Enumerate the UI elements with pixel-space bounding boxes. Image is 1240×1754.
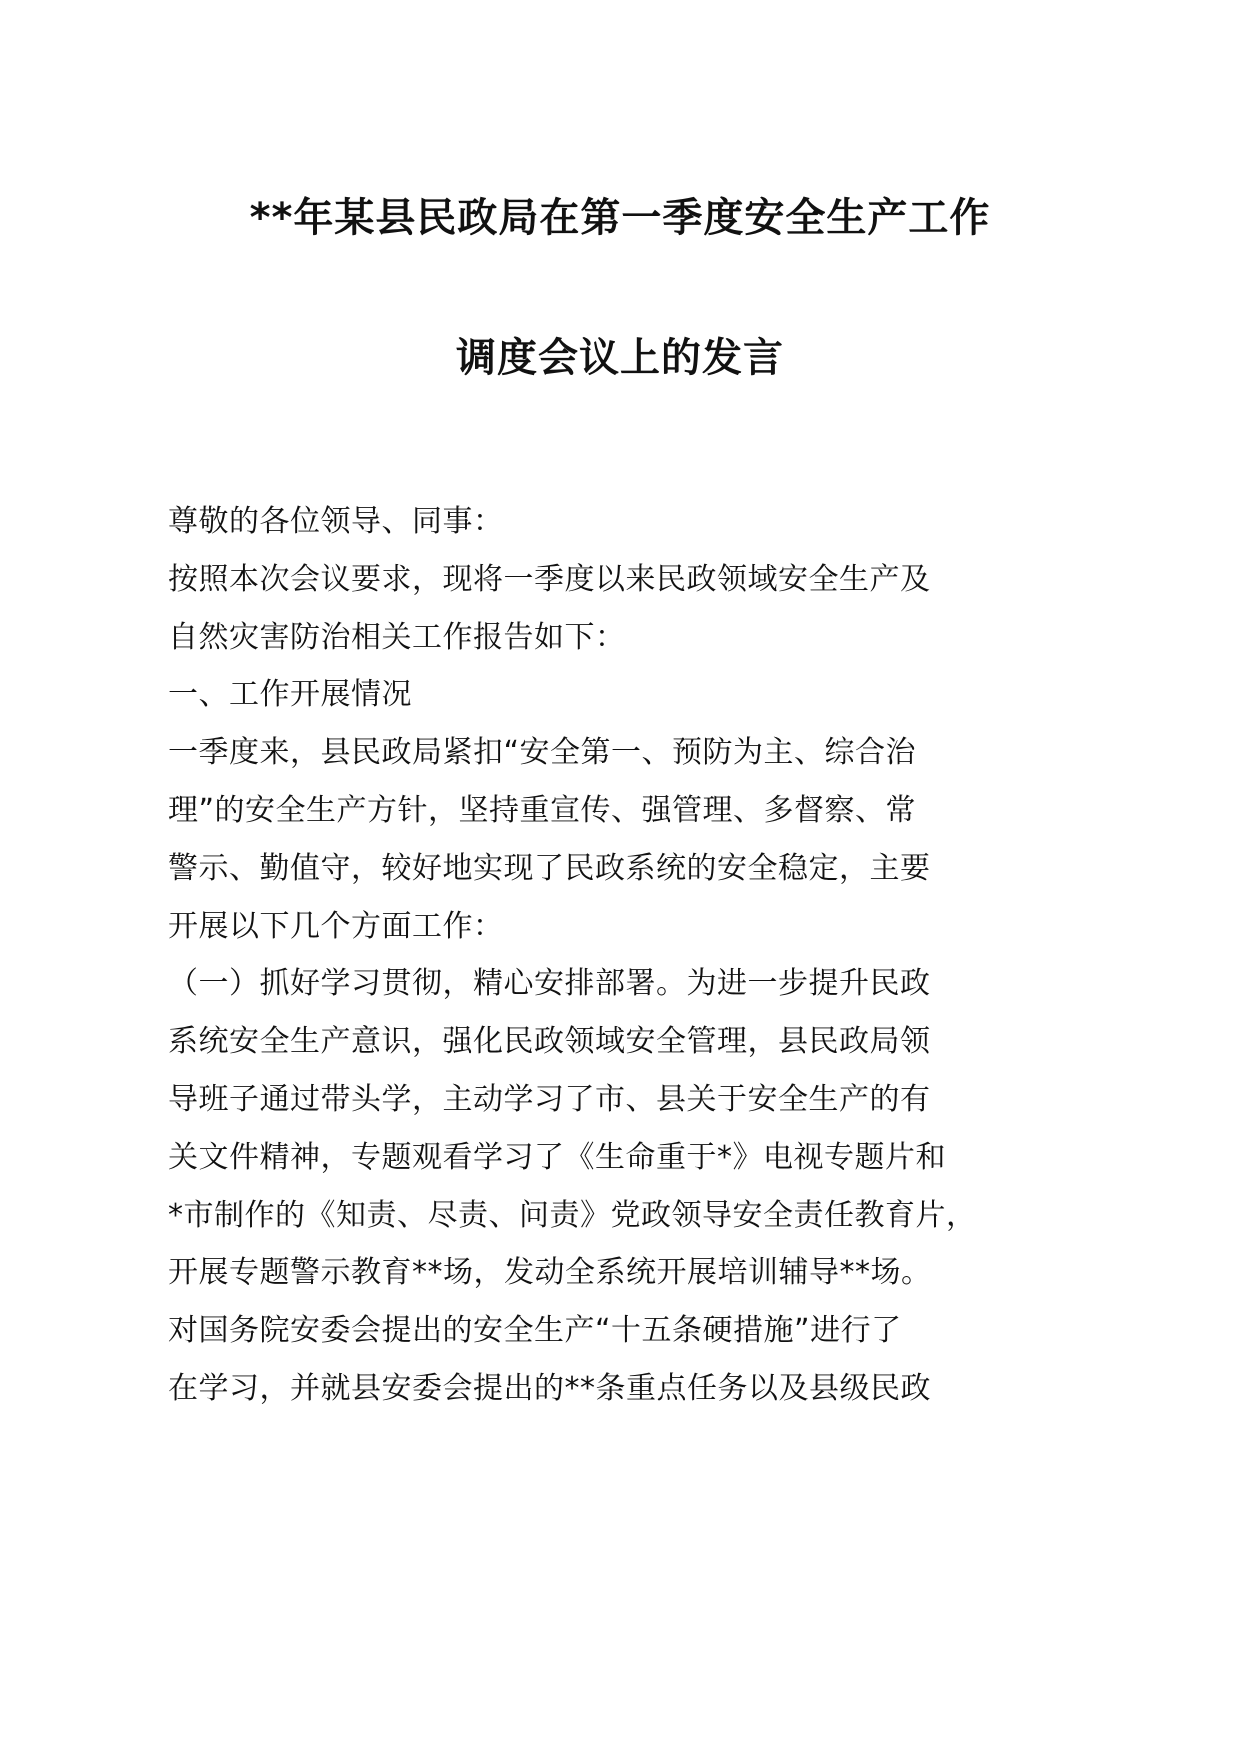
paragraph-line: 理”的安全生产方针，坚持重宣传、强管理、多督察、常 xyxy=(168,792,917,828)
paragraph-line: 导班子通过带头学，主动学习了市、县关于安全生产的有 xyxy=(168,1081,931,1117)
salutation: 尊敬的各位领导、同事： xyxy=(168,504,504,539)
paragraph-line: 一季度来，县民政局紧扣“安全第一、预防为主、综合治 xyxy=(168,735,917,771)
paragraph-line: 开展专题警示教育**场，发动全系统开展培训辅导**场。 xyxy=(168,1255,932,1291)
document-body xyxy=(168,493,1088,1418)
paragraph-line: 自然灾害防治相关工作报告如下： xyxy=(168,619,626,655)
paragraph-line: 警示、勤值守，较好地实现了民政系统的安全稳定，主要 xyxy=(168,850,931,886)
paragraph-line: 按照本次会议要求，现将一季度以来民政领域安全生产及 xyxy=(168,561,931,597)
paragraph-line: 对国务院安委会提出的安全生产“十五条硬措施”进行了 xyxy=(168,1313,902,1349)
paragraph-line: 系统安全生产意识，强化民政领域安全管理，县民政局领 xyxy=(168,1024,931,1060)
paragraph-line: 开展以下几个方面工作： xyxy=(168,908,504,944)
paragraph-line: *市制作的《知责、尽责、问责》党政领导安全责任教育片， xyxy=(168,1197,977,1233)
paragraph-line: 在学习，并就县安委会提出的**条重点任务以及县级民政 xyxy=(168,1370,931,1406)
document-title-line-2: 调度会议上的发言 xyxy=(456,335,784,381)
paragraph-line: 关文件精神，专题观看学习了《生命重于*》电视专题片和 xyxy=(168,1139,946,1175)
paragraph-line: （一）抓好学习贯彻，精心安排部署。为进一步提升民政 xyxy=(168,966,931,1002)
document-title-line-1: **年某县民政局在第一季度安全生产工作 xyxy=(249,195,991,241)
section-heading: 一、工作开展情况 xyxy=(168,677,412,713)
